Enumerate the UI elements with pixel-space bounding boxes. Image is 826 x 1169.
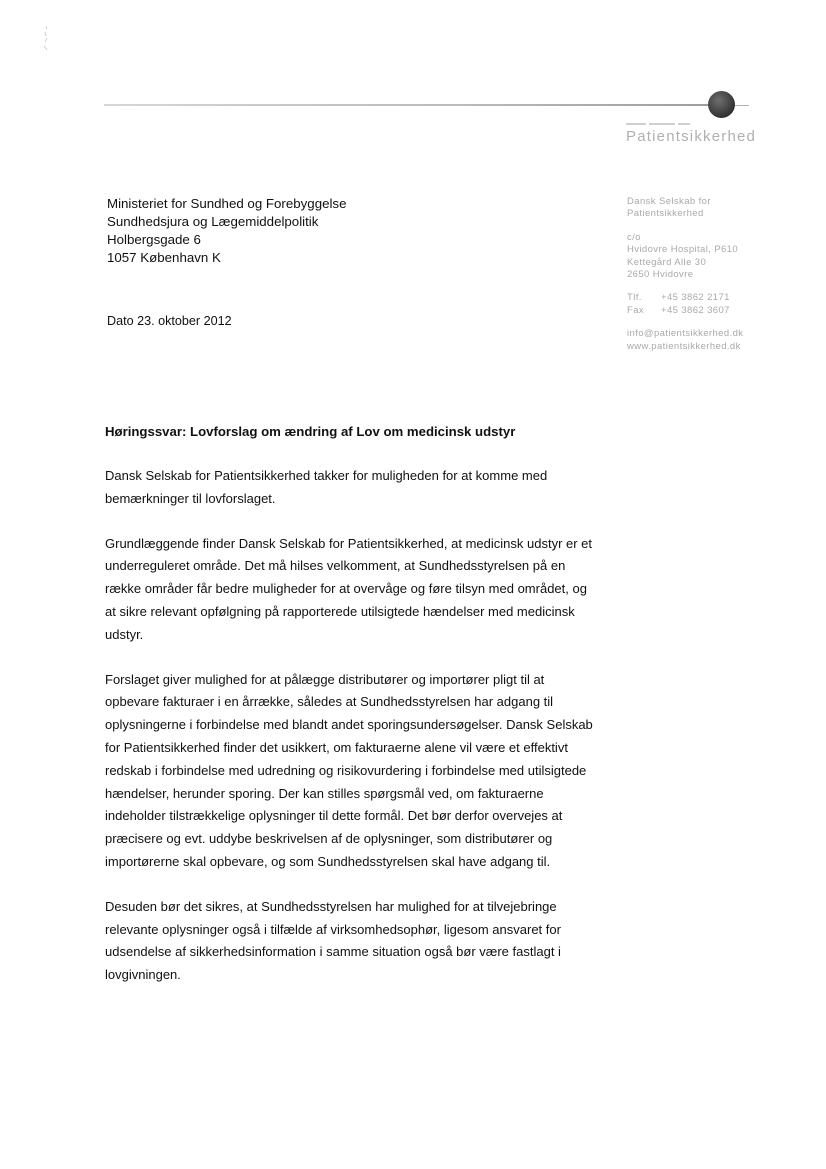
logo-text: Patientsikkerhed	[626, 128, 757, 145]
letter-subject: Høringssvar: Lovforslag om ændring af Lov om medicinsk udstyr	[105, 424, 516, 439]
logo-dot-icon	[708, 91, 735, 118]
sender-name	[627, 196, 817, 221]
body-line: bemærkninger til lovforslaget.	[105, 490, 276, 506]
body-line: udsendelse af sikkerhedsinformation i samme situation også bør være fastlagt i	[105, 944, 561, 960]
sender-online	[627, 328, 817, 353]
phone-label: Tlf.	[627, 292, 642, 304]
recipient-address	[107, 195, 346, 267]
body-line: oplysningerne i forbindelse med blandt andet sporingsundersøgelser. Dansk Selskab	[105, 717, 593, 733]
scan-mark-icon	[42, 24, 50, 54]
sender-address-line: Hvidovre Hospital, P610	[627, 244, 739, 256]
body-line: række områder får bedre muligheder for at overvåge og føre tilsyn med området, og	[105, 581, 587, 597]
body-line: hændelser, herunder sporing. Der kan stilles spørgsmål ved, om fakturaerne	[105, 785, 544, 801]
body-line: at sikre relevant opfølgning på rapporterede utilsigtede hændelser med medicinsk	[105, 603, 575, 619]
body-paragraph	[105, 465, 603, 511]
logo-small-print	[626, 123, 706, 126]
sender-email: info@patientsikkerhed.dk	[627, 328, 744, 340]
letterhead-rule-end	[733, 105, 749, 106]
sender-address-line: c/o	[627, 231, 641, 243]
sender-address-line: Kettegård Alle 30	[627, 256, 707, 268]
sender-name-line: Dansk Selskab for	[627, 196, 711, 207]
body-line: relevante oplysninger også i tilfælde af virksomhedsophør, ligesom ansvaret for	[105, 921, 561, 937]
letterhead-rule	[104, 104, 714, 106]
body-line: redskab i forbindelse med udredning og risikovurdering i forbindelse med utilsigtede	[105, 762, 587, 778]
body-paragraph	[105, 669, 603, 874]
body-line: importørerne skal opbevare, og som Sundhedsstyrelsen skal have adgang til.	[105, 853, 551, 869]
sender-address	[627, 232, 817, 282]
fax-label: Fax	[627, 304, 645, 316]
body-line: indeholder tilstrækkelige oplysninger til dette formål. Det bør derfor overvejes at	[105, 808, 563, 824]
sender-address-line: 2650 Hvidovre	[627, 269, 694, 281]
body-line: underreguleret område. Det må hilses velkomment, at Sundhedsstyrelsen på en	[105, 558, 566, 574]
body-line: Grundlæggende finder Dansk Selskab for Patientsikkerhed, at medicinsk udstyr er et	[105, 535, 593, 551]
body-line: Desuden bør det sikres, at Sundhedsstyrelsen har mulighed for at tilvejebringe	[105, 898, 557, 914]
body-line: udstyr.	[105, 626, 144, 642]
body-line: Forslaget giver mulighed for at pålægge distributører og importører pligt til at	[105, 671, 545, 687]
recipient-line: 1057 København K	[107, 250, 221, 265]
body-paragraph	[105, 533, 603, 647]
sender-name-line: Patientsikkerhed	[627, 208, 704, 220]
body-line: lovgivningen.	[105, 967, 181, 983]
body-line: Dansk Selskab for Patientsikkerhed takker for muligheden for at komme med	[105, 468, 548, 483]
body-line: opbevare fakturaer i en årrække, således at Sundhedsstyrelsen har adgang til	[105, 694, 554, 710]
phone-number: +45 3862 2171	[661, 292, 730, 304]
body-paragraph	[105, 896, 603, 987]
body-line: præcisere og evt. uddybe beskrivelsen af de oplysninger, som distributører og	[105, 831, 553, 847]
sender-website: www.patientsikkerhed.dk	[627, 340, 741, 352]
letter-body	[105, 465, 603, 1009]
recipient-line: Ministeriet for Sundhed og Forebyggelse	[107, 196, 347, 211]
fax-number: +45 3862 3607	[661, 304, 730, 316]
sender-phone	[627, 292, 817, 304]
body-line: for Patientsikkerhed finder det usikkert, om fakturaerne alene vil være et effektivt	[105, 739, 568, 755]
sender-fax	[627, 305, 817, 317]
sender-info	[627, 196, 817, 364]
letter-date: Dato 23. oktober 2012	[107, 314, 232, 328]
recipient-line: Holbergsgade 6	[107, 232, 201, 247]
sender-phone-fax	[627, 292, 817, 317]
recipient-line: Sundhedsjura og Lægemiddelpolitik	[107, 214, 319, 229]
